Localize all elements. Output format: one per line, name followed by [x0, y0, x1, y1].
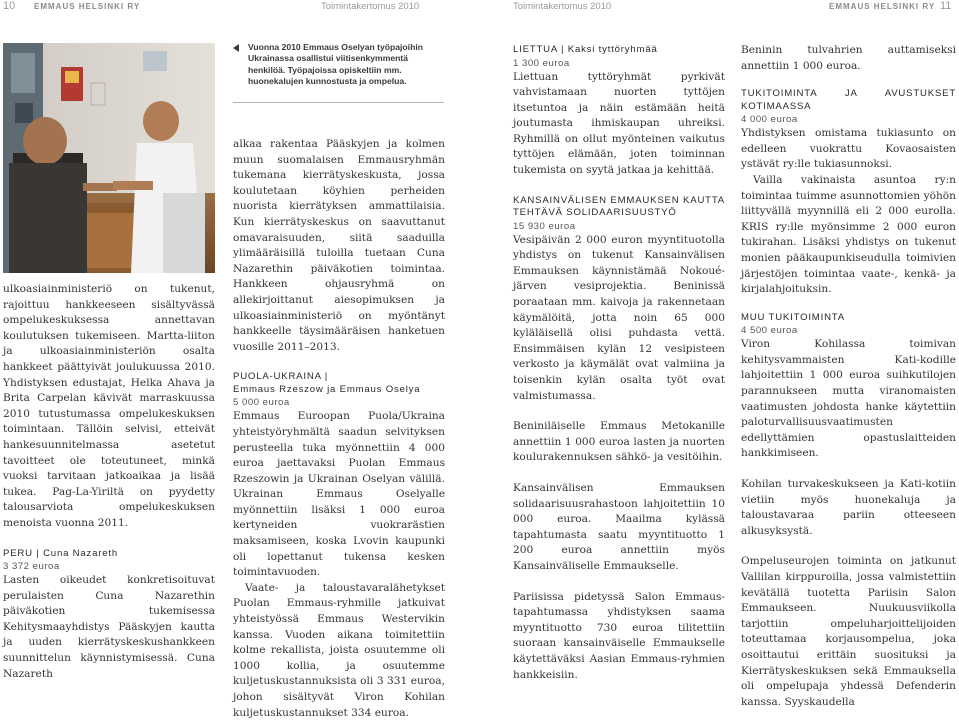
workshop-photo	[3, 43, 215, 273]
peru-amount: 3 372 euroa	[3, 561, 60, 572]
solidarity-text: Vesipäivän 2 000 euron myyntituotolla yhdistys on tukenut Kansainvälisen Emmauksen käynnistämää Nokoué-järven vesiprojektia. Beninissä poraataan mm. kaivoja ja rakennetaan käymälöitä, jotta noin 65 000 kyläläisellä olisi puhdasta vettä. Ensimmäisen kylän 12 vesipisteen verkosto ja käymälät ovat valmiina ja toisenkin kylän osalta työt ovat valmistumassa.	[513, 233, 725, 402]
caption-divider	[233, 102, 444, 103]
puola-ukraina-amount: 5 000 euroa	[233, 397, 290, 409]
peru-text: Lasten oikeudet konkretisoituvat perulaisten Cuna Nazarethin päiväkotien tukemisessa Kehitysmaayhdistys Pääskyjen kautta ja uuden kierrätyskeskushankkeen suunnittelun käynnistymisessä. Cuna Nazareth	[3, 574, 215, 680]
other-support-amount: 4 500 euroa	[741, 325, 798, 337]
page-header	[0, 0, 959, 13]
homeless-support-text: Vailla vakinaista asuntoa ry:n toimintaa tuimme asunnottomien yöhön liittyvällä myynnillä eli 2 000 eurolla. KRIS ry:lle myönsimme 2 000 euron tukirahan. Lisäksi yhdistys on tukenut monien pääkaupunkiseudulla toimivien järjestöjen toimintaa vaate-, kenkä- ja kirjalahjoituksin.	[741, 173, 956, 296]
liettua-text: Liettuan tyttöryhmät pyrkivät vahvistamaan nuorten tyttöjen itsetuntoa ja näin estämään heitä joutumasta ihmiskaupan uhreiksi. Ryhmillä on ollut myönteinen vaikutus tyttöjen elämään, joten toiminnan tukemista on syytä jatkaa ja kehittää.	[513, 70, 725, 177]
puola-ukraina-subheading: Emmaus Rzeszow ja Emmaus Oselya	[233, 383, 421, 395]
column-2	[233, 137, 445, 721]
sewing-circle-text: Ompeluseurojen toiminta on jatkunut Vallilan kirppuroilla, jossa valmistettiin kevätällä tuotetta Pariisin Salon Emmaukseen. Nuukuusviikolla tarjottiin ompeluharjoittelijoiden toteuttamaa korjausompelua, joka osoittautui erittäin suosituksi ja Kierrätyskeskuksen sekä Emmauksella oli ompelupaja yhdessä Defenderin kanssa. Syyskaudella	[741, 555, 956, 708]
puola-ukraina-heading: PUOLA-UKRAINA |	[233, 371, 328, 383]
solidarity-fund-text: Kansainvälisen Emmauksen solidaarisuusrahastoon lahjoitettiin 10 000 euroa. Maailma kylässä tapahtumasta saatu myyntituotto 1 200 euroa annettiin myös Kansainväliselle Emmaukselle.	[513, 481, 725, 572]
solidarity-amount: 15 930 euroa	[513, 220, 576, 232]
kohila-furniture-text: Kohilan turvakeskukseen ja Kati-kotiin vietiin myös huonekaluja ja taloustavaraa pariin otteeseen alkusyksystä.	[741, 477, 956, 537]
column-2-paragraph-3: Vaate- ja taloustavaralähetykset Puolan Emmaus-ryhmille jatkuivat yhteistyössä Emmaus Westervikin kanssa. Vuoden aikana toimitettiin kolme rekallista, joista osuutemme oli 1000 kollia, ja osuutemme kuljetuskustannuksista oli 3 331 euroa, johon sisältyvät Viron Kohilan kuljetuskustannukset 334 euroa.	[233, 581, 445, 719]
benin-flood-text: Beninin tulvahrien auttamiseksi annettiin 1 000 euroa.	[741, 44, 956, 72]
liettua-amount: 1 300 euroa	[513, 57, 570, 69]
column-3	[513, 44, 725, 683]
left-page-number: 10	[3, 0, 16, 12]
left-publication-title: Toimintakertomus 2010	[321, 1, 420, 12]
column-4	[741, 43, 956, 710]
right-page-number: 11	[940, 0, 952, 12]
caption-pointer-icon	[233, 44, 239, 52]
support-apartment-text: Yhdistyksen omistama tukiasunto on edelleen vuokrattu Kovaosaisten ystävät ry:lle tukiasunnoksi.	[741, 127, 956, 171]
column-1	[3, 282, 215, 682]
salon-emmaus-text: Pariisissa pidetyssä Salon Emmaus-tapahtumassa yhdistyksen saama myyntituotto 730 euroa tilitettiin suoraan kansainväiselle Emmaukselle käytettäväksi Aasian Emmaus-ryhmien hankkeisiin.	[513, 590, 725, 681]
other-support-heading: MUU TUKITOIMINTA	[741, 311, 845, 323]
domestic-support-amount: 4 000 euroa	[741, 114, 798, 126]
metokan-text: Beniniläiselle Emmaus Metokanille annettiin 1 000 euroa lasten ja nuorten koulurakennuksen sähkö- ja vesitöihin.	[513, 420, 725, 464]
domestic-support-heading: TUKITOIMINTA JA AVUSTUKSET KOTIMAASSA	[741, 88, 956, 112]
column-2-paragraph-2: Emmaus Euroopan Puola/Ukraina yhteistyöryhmältä saadun selvityksen perusteella tuka myönnettiin 4 000 euroa jaettavaksi Puolan Emmaus Rzeszowin ja Ukrainan Oselyan välillä. Ukrainan Emmaus Oselyalle myönnettiin lisäksi 1 000 euroa kertyneiden vuokrarästien maksamiseen, koska Lvovin kaupunki oli lopettanut tukensa kesken toimintavuoden.	[233, 410, 445, 579]
left-org-name: EMMAUS HELSINKI RY	[34, 2, 141, 11]
photo-caption-text: Vuonna 2010 Emmaus Oselyan työpajoihin Ukrainassa osallistui viitisenkymmentä henkilöä. Työpajoissa opiskeltiin mm. huonekalujen kunnostusta ja ompelua.	[248, 42, 423, 86]
kohila-text: Viron Kohilassa toimivan kehitysvammaisten Kati-kodille lahjoitettiin 1 000 euroa suihkutilojen parannukseen mutta viranomaisten vaatimusten johdosta hanke käytettiin paloturvallisuusvaatimusten edellyttämien opastuslaitteiden hankkimiseen.	[741, 338, 956, 460]
right-org-name: EMMAUS HELSINKI RY	[829, 2, 936, 11]
column-2-paragraph-1: alkaa rakentaa Pääskyjen ja kolmen muun suomalaisen Emmausryhmän tukemana kierrätyskeskusta, jossa koulutetaan köyhien perheiden nuorista kierrätyksen ammattilaisia. Kun kierrätyskeskus on saavuttanut omavaraisuuden, siitä saaduilla ylimääräisillä tuloilla tuetaan Cuna Nazarethin päiväkotien toimintaa. Hankkeen ohjausryhmä on allekirjoittanut aiesopimuksen ja ulkoasiainministeriö on myöntänyt hankkeelle täysimääräisen hanketuen vuosille 2011–2013.	[233, 138, 445, 353]
photo-caption	[233, 42, 445, 87]
solidarity-heading: KANSAINVÄLISEN EMMAUKSEN KAUTTA TEHTÄVÄ SOLIDAARISUUSTYÖ	[513, 194, 725, 219]
right-publication-title: Toimintakertomus 2010	[513, 1, 612, 12]
liettua-heading: LIETTUA | Kaksi tyttöryhmää	[513, 44, 658, 55]
peru-heading: PERU | Cuna Nazareth	[3, 547, 119, 559]
column-1-intro: ulkoasiainministeriö on tukenut, rajoittuu hankkeeseen sisältyvässä ompelukeskuksessa annettavan koulutuksen tukemiseen. Martta-liiton ja ulkoasiainministeriön osalta hankkeet päättyivät joulukuussa 2010. Yhdistyksen edustajat, Helka Ahava ja Brita Carpelan kävivät marraskuussa 2010 tutustumassa ompelukeskuksen toimintaan. Tällöin selvisi, etteivät hankesuunnitelmassa asetetut tavoitteet ole toteutuneet, minkä vuoksi tarvitaan jatkoaikaa ja lisää tukea. Pag-La-Yiriltä on pyydetty talousarviota ompelukeskuksen menoista vuonna 2011.	[3, 283, 215, 529]
